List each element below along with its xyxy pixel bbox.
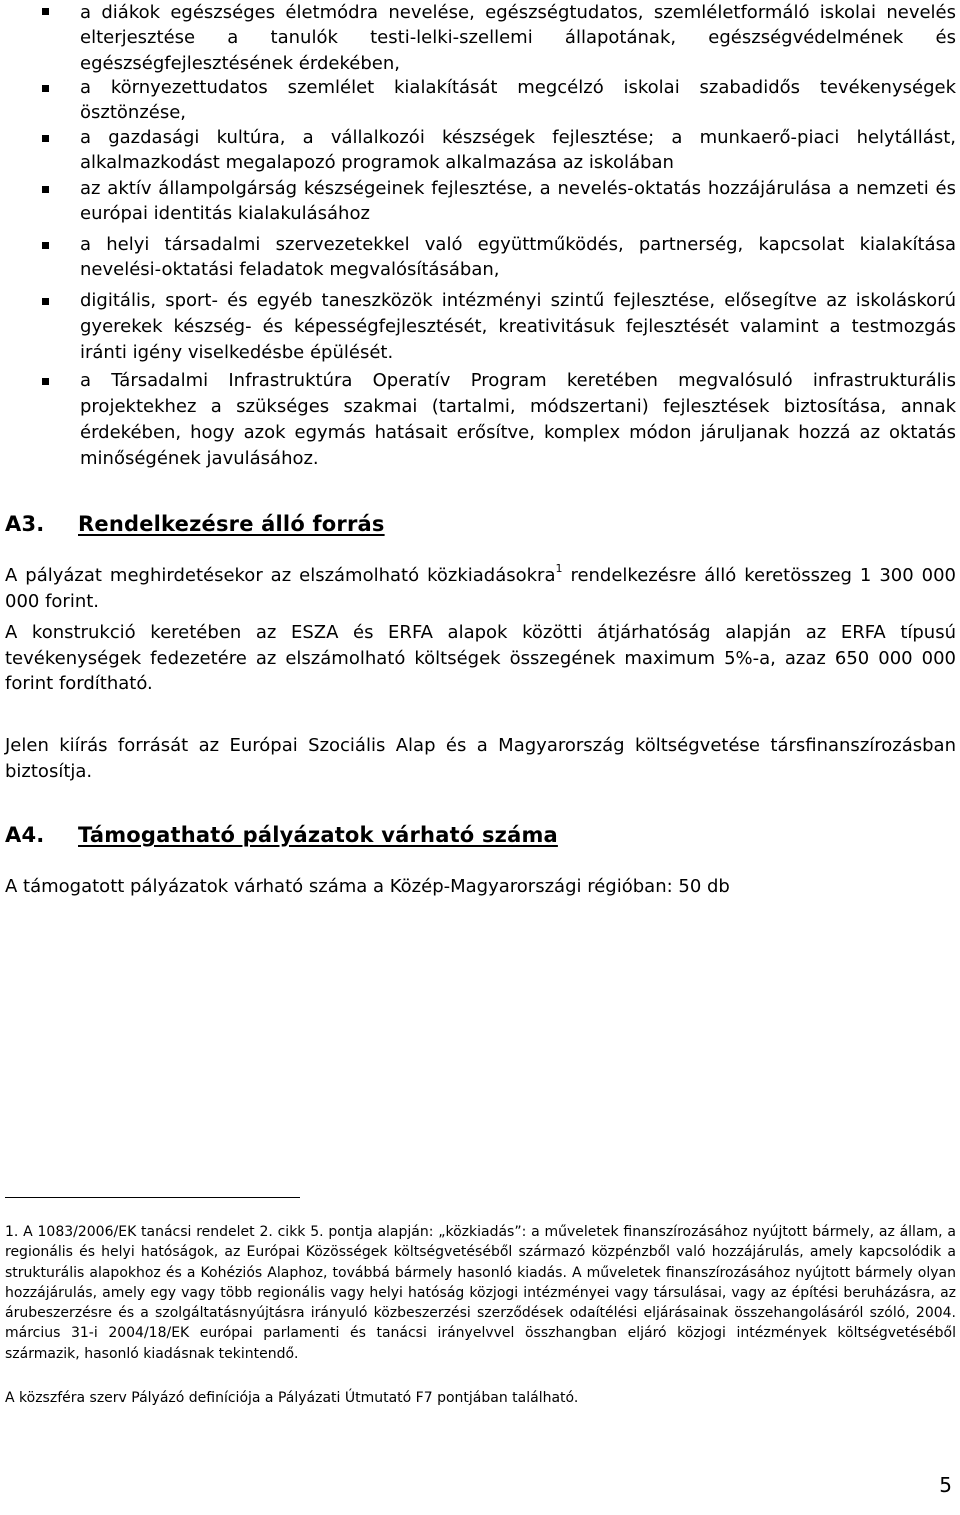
paragraph: Jelen kiírás forrását az Európai Szociális Alap és a Magyarország költségvetése társfinanszírozásban biztosítja. <box>5 735 956 782</box>
list-item-text: a környezettudatos szemlélet kialakítását megcélzó iskolai szabadidős tevékenységek ösztönzése, <box>80 77 956 124</box>
list-item-text: digitális, sport- és egyéb taneszközök intézményi szintű fejlesztése, elősegítve az iskoláskorú gyerekek készség- és képességfejlesztését, kreativitásuk fejlesztését valamint a testmozgás iránti igény viselkedésbe épülését. <box>80 290 956 363</box>
section-number: A3. <box>5 512 45 536</box>
paragraph: A támogatott pályázatok várható száma a Közép-Magyarországi régióban: 50 db <box>5 876 730 897</box>
footnote: A közszféra szerv Pályázó definíciója a Pályázati Útmutató F7 pontjában található. <box>5 1390 579 1406</box>
list-item-text: a gazdasági kultúra, a vállalkozói készségek fejlesztése; a munkaerő-piaci helytállást, alkalmazkodást megalapozó programok alkalmazása az iskolában <box>80 127 956 174</box>
paragraph-text: A pályázat meghirdetésekor az elszámolható közkiadásokra <box>5 565 556 586</box>
paragraph: A konstrukció keretében az ESZA és ERFA alapok közötti átjárhatóság alapján az ERFA típusú tevékenységek fedezetére az elszámolható költségek összegének maximum 5%-a, azaz 650 000 000 forint fordítható. <box>5 622 956 694</box>
section-title: Támogatható pályázatok várható száma <box>78 823 558 847</box>
footnote-ref[interactable]: 1 <box>555 562 563 575</box>
section-title: Rendelkezésre álló forrás <box>78 512 385 536</box>
section-heading-a3 <box>5 511 385 537</box>
page-number: 5 <box>939 1473 952 1497</box>
bullet-square-icon <box>42 8 49 15</box>
section-heading-a4 <box>5 822 558 848</box>
bullet-square-icon <box>42 85 49 92</box>
bullet-square-icon <box>42 298 49 305</box>
bullet-square-icon <box>42 135 49 142</box>
paragraph-text: rendelkezésre álló keretösszeg 1 300 000 000 forint. <box>5 565 956 612</box>
section-number: A4. <box>5 823 45 847</box>
footnote: 1. A 1083/2006/EK tanácsi rendelet 2. cikk 5. pontja alapján: „közkiadás”: a műveletek finanszírozásához nyújtott bármely, az állam, a regionális és helyi hatóságok, az Európai Közösségek költségvetéséből származó közpénzből való hozzájárulás, amely kapcsolódik a strukturális alapokhoz és a Kohéziós Alaphoz, továbbá bármely hasonló kiadás. A műveletek finanszírozásához nyújtott bármely olyan hozzájárulás, amely egy vagy több regionális vagy helyi hatóság közjogi intézményei vagy társulásai, vagy az építési beruházásra, az árubeszerzésre és a szolgáltatásnyújtásra irányuló közbeszerzési szerződések odaítélési eljárásainak összehangolásáról szóló, 2004. március 31-i 2004/18/EK európai parlamenti és tanácsi irányelvvel összhangban eljáró közjogi intézmények költségvetéséből származik, hasonló kiadásnak tekintendő. <box>5 1224 956 1362</box>
bullet-square-icon <box>42 242 49 249</box>
list-item-text: a diákok egészséges életmódra nevelése, egészségtudatos, szemléletformáló iskolai nevelés elterjesztése a tanulók testi-lelki-szellemi állapotának, egészségvédelmének és egészségfejlesztésének érdekében, <box>80 2 956 74</box>
bullet-square-icon <box>42 378 49 385</box>
list-item-text: a helyi társadalmi szervezetekkel való együttműködés, partnerség, kapcsolat kialakítása nevelési-oktatási feladatok megvalósításában, <box>80 234 956 281</box>
footnote-separator <box>5 1197 300 1198</box>
bullet-square-icon <box>42 186 49 193</box>
list-item-text: az aktív állampolgárság készségeinek fejlesztése, a nevelés-oktatás hozzájárulása a nemzeti és európai identitás kialakulásához <box>80 178 956 225</box>
list-item-text: a Társadalmi Infrastruktúra Operatív Program keretében megvalósuló infrastrukturális projektekhez a szükséges szakmai (tartalmi, módszertani) fejlesztések biztosítása, annak érdekében, hogy azok egymás hatásait erősítve, komplex módon járuljanak hozzá az oktatás minőségének javulásához. <box>80 370 956 469</box>
paragraph <box>5 563 956 614</box>
